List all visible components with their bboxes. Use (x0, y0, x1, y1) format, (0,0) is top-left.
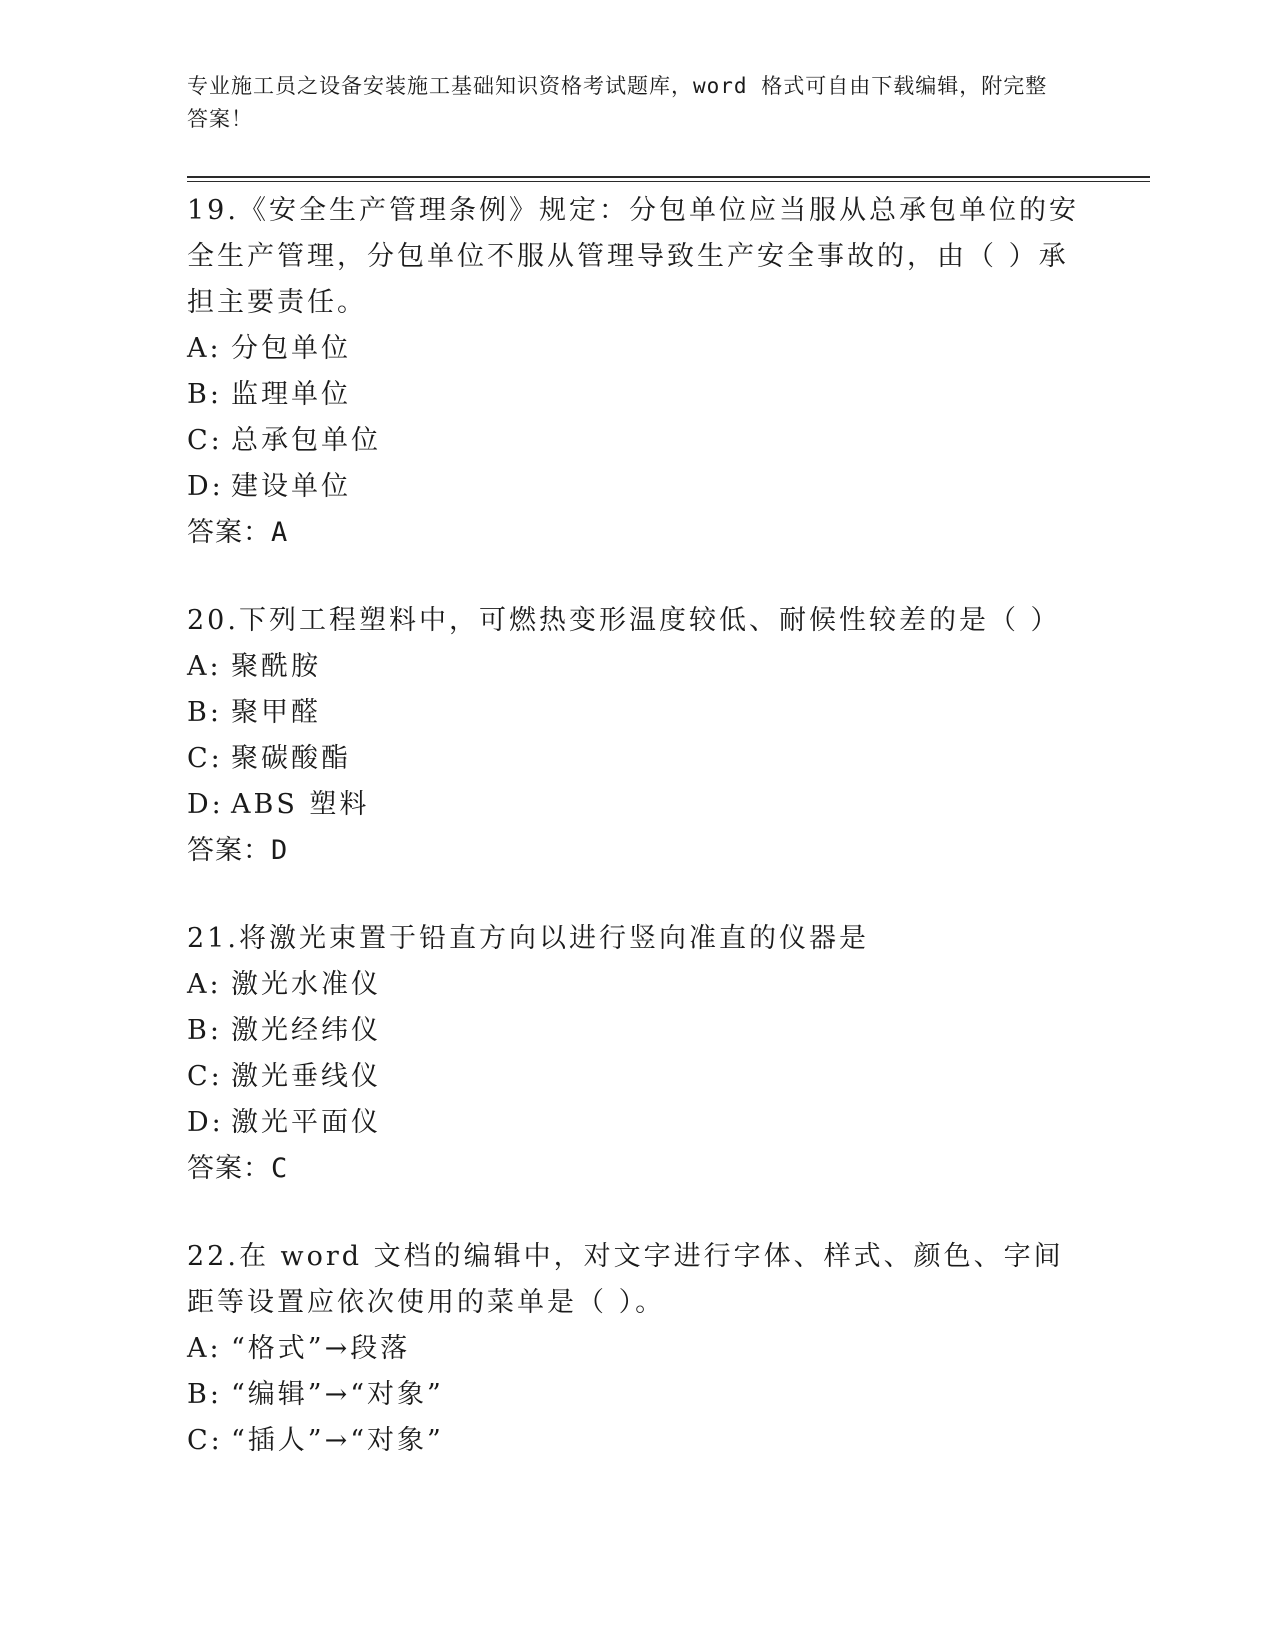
question-stem: 19.《安全生产管理条例》规定：分包单位应当服从总承包单位的安全生产管理，分包单位不服从管理导致生产安全事故的，由（ ）承担主要责任。 (187, 195, 1079, 318)
answer-line (187, 828, 1087, 874)
option-letter: A: (187, 1333, 222, 1364)
header-divider-thick (187, 176, 1150, 178)
option-text: 激光水准仪 (231, 969, 381, 1000)
answer-value: A (271, 517, 289, 548)
answer-label: 答案： (187, 1153, 271, 1184)
option-d (187, 782, 1087, 828)
option-letter: B: (187, 697, 222, 728)
option-text: “编辑”→“对象” (231, 1379, 444, 1410)
option-text: ABS 塑料 (231, 789, 370, 820)
option-letter: A: (187, 651, 222, 682)
question-stem: 20.下列工程塑料中，可燃热变形温度较低、耐候性较差的是（ ） (187, 605, 1061, 636)
option-letter: D: (187, 1107, 224, 1138)
option-text: 激光平面仪 (231, 1107, 381, 1138)
option-b (187, 1372, 1087, 1418)
question-stem: 21.将激光束置于铅直方向以进行竖向准直的仪器是 (187, 923, 869, 954)
question-21 (187, 916, 1087, 1192)
option-d (187, 464, 1087, 510)
option-a (187, 644, 1087, 690)
answer-label: 答案： (187, 517, 271, 548)
option-text: 总承包单位 (231, 425, 381, 456)
question-22 (187, 1234, 1087, 1464)
question-20 (187, 598, 1087, 874)
answer-line (187, 1146, 1087, 1192)
option-text: “插人”→“对象” (231, 1425, 444, 1456)
question-stem: 22.在 word 文档的编辑中，对文字进行字体、样式、颜色、字间距等设置应依次使用的菜单是（ ）。 (187, 1241, 1064, 1318)
option-c (187, 1418, 1087, 1464)
option-text: 监理单位 (231, 379, 351, 410)
option-d (187, 1100, 1087, 1146)
answer-value: C (271, 1153, 289, 1184)
option-b (187, 690, 1087, 736)
option-letter: B: (187, 379, 222, 410)
option-c (187, 418, 1087, 464)
option-letter: D: (187, 789, 224, 820)
option-letter: B: (187, 1015, 222, 1046)
document-header: 专业施工员之设备安装施工基础知识资格考试题库，word 格式可自由下载编辑，附完整答案！ (187, 74, 1048, 131)
option-letter: A: (187, 969, 222, 1000)
option-text: 建设单位 (231, 471, 351, 502)
option-text: 激光垂线仪 (231, 1061, 381, 1092)
question-19 (187, 188, 1087, 556)
option-a (187, 962, 1087, 1008)
option-letter: A: (187, 333, 222, 364)
option-c (187, 1054, 1087, 1100)
option-b (187, 1008, 1087, 1054)
option-text: 聚甲醛 (231, 697, 321, 728)
option-text: 激光经纬仪 (231, 1015, 381, 1046)
option-a (187, 326, 1087, 372)
option-b (187, 372, 1087, 418)
option-letter: C: (187, 1425, 223, 1456)
option-a (187, 1326, 1087, 1372)
answer-line (187, 510, 1087, 556)
option-letter: D: (187, 471, 224, 502)
question-list (187, 188, 1087, 1506)
answer-label: 答案： (187, 835, 271, 866)
option-text: 聚酰胺 (231, 651, 321, 682)
option-letter: C: (187, 425, 223, 456)
option-text: “格式”→段落 (231, 1333, 411, 1364)
option-text: 聚碳酸酯 (231, 743, 351, 774)
option-letter: C: (187, 1061, 223, 1092)
option-c (187, 736, 1087, 782)
answer-value: D (271, 835, 289, 866)
header-divider-thin (187, 181, 1150, 182)
option-letter: B: (187, 1379, 222, 1410)
option-letter: C: (187, 743, 223, 774)
option-text: 分包单位 (231, 333, 351, 364)
